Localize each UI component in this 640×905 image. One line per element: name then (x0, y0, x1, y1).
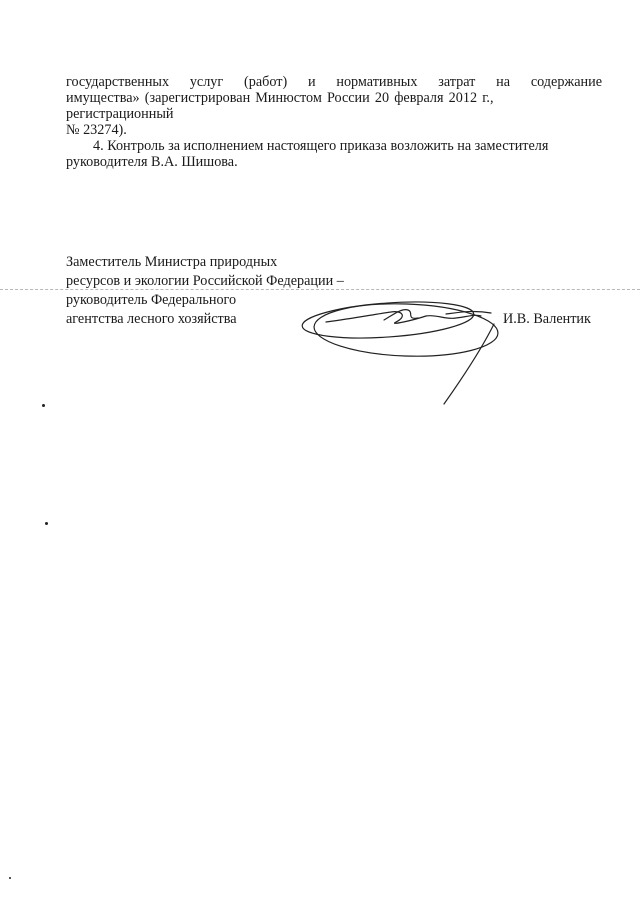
body-line: № 23274). (66, 122, 127, 138)
body-paragraph (66, 74, 602, 170)
scan-speck (45, 522, 48, 525)
body-line: государственных услуг (работ) и нормативных затрат на содержание (66, 74, 602, 90)
body-line: регистрационный (66, 106, 174, 122)
scan-speck (9, 877, 11, 879)
item-4-line: 4. Контроль за исполнением настоящего приказа возложить на заместителя (93, 138, 549, 154)
item-4-line: руководителя В.А. Шишова. (66, 154, 238, 170)
body-line: имущества» (зарегистрирован Минюстом России 20 февраля 2012 г., (66, 90, 494, 106)
signatory-title-line: руководитель Федерального (66, 292, 237, 308)
signatory-title-line: ресурсов и экологии Российской Федерации – (66, 273, 344, 289)
handwritten-signature (296, 290, 506, 410)
signatory-name: И.В. Валентик (503, 311, 591, 327)
signatory-title-line: Заместитель Министра природных (66, 254, 278, 270)
signatory-title-line: агентства лесного хозяйства (66, 311, 237, 327)
scan-speck (42, 404, 45, 407)
